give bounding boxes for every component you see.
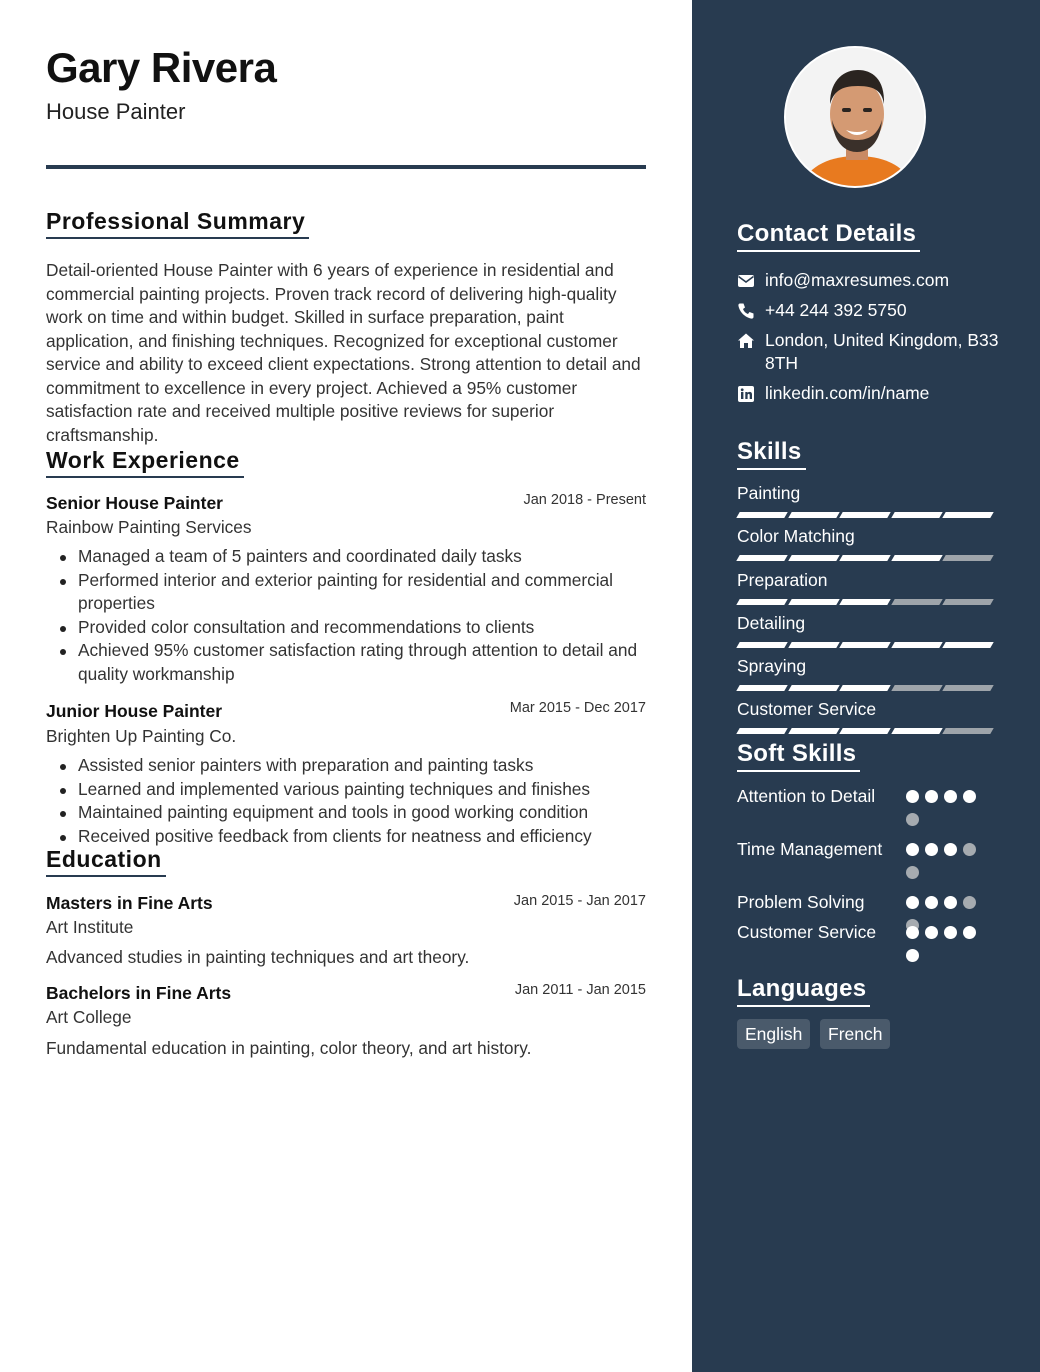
skill-level-segment [942, 642, 993, 648]
skill-level-segment [891, 685, 942, 691]
rating-dot [906, 896, 919, 909]
summary-heading: Professional Summary [46, 208, 309, 239]
job-bullet: Achieved 95% customer satisfaction rating through attention to detail and quality workmanship [46, 639, 648, 686]
job-bullet: Provided color consultation and recommendations to clients [46, 616, 648, 640]
skill-level-segment [839, 685, 890, 691]
language-tag: English [737, 1019, 810, 1049]
skill-level-segment [891, 599, 942, 605]
skill-level-bar [738, 599, 994, 605]
skill-level-segment [839, 728, 890, 734]
rating-dot [925, 896, 938, 909]
header-divider [46, 165, 646, 169]
skill-level-segment [942, 512, 993, 518]
envelope-icon [737, 272, 755, 290]
education-description: Advanced studies in painting techniques and art theory. [46, 947, 470, 967]
skill-level-segment [839, 599, 890, 605]
rating-dot [906, 813, 919, 826]
skill-level-segment [942, 728, 993, 734]
job-company: Brighten Up Painting Co. [46, 726, 237, 746]
job-bullet: Assisted senior painters with preparation and painting tasks [46, 754, 648, 778]
skill-label: Customer Service [737, 699, 877, 719]
job-title: Senior House Painter [46, 493, 223, 513]
rating-dot [906, 926, 919, 939]
language-tag: French [820, 1019, 890, 1049]
skill-label: Preparation [737, 570, 828, 590]
skill-level-segment [942, 599, 993, 605]
phone-text: +44 244 392 5750 [765, 300, 907, 320]
skill-level-bar [738, 728, 994, 734]
email-text: info@maxresumes.com [765, 270, 950, 290]
skill-level-segment [736, 642, 787, 648]
education-description: Fundamental education in painting, color theory, and art history. [46, 1038, 532, 1058]
rating-dot [925, 926, 938, 939]
job-bullet: Received positive feedback from clients for neatness and efficiency [46, 825, 648, 849]
skill-label: Painting [737, 483, 801, 503]
skill-level-bar [738, 642, 994, 648]
skill-level-segment [839, 512, 890, 518]
skill-label: Detailing [737, 613, 806, 633]
skill-level-segment [839, 642, 890, 648]
skill-level-bar [738, 555, 994, 561]
skill-level-segment [788, 555, 839, 561]
degree-title: Bachelors in Fine Arts [46, 983, 232, 1003]
degree-title: Masters in Fine Arts [46, 893, 213, 913]
skill-level-segment [891, 555, 942, 561]
rating-dot [944, 926, 957, 939]
job-bullet: Performed interior and exterior painting for residential and commercial properties [46, 569, 648, 616]
skill-level-bar [738, 512, 994, 518]
skill-label: Spraying [737, 656, 807, 676]
rating-dot [944, 843, 957, 856]
job-bullet: Maintained painting equipment and tools in good working condition [46, 801, 648, 825]
skill-level-segment [839, 555, 890, 561]
skill-level-segment [788, 512, 839, 518]
experience-heading: Work Experience [46, 447, 244, 478]
job-date: Jan 2018 - Present [523, 492, 646, 508]
skill-level-segment [942, 685, 993, 691]
skill-level-segment [736, 685, 787, 691]
linkedin-icon [737, 385, 755, 403]
education-date: Jan 2011 - Jan 2015 [514, 982, 646, 998]
rating-dot [906, 949, 919, 962]
skill-level-segment [891, 642, 942, 648]
soft-skills-heading: Soft Skills [737, 740, 860, 772]
contact-heading: Contact Details [737, 220, 920, 252]
skill-level-segment [788, 599, 839, 605]
job-bullet: Learned and implemented various painting techniques and finishes [46, 778, 648, 802]
candidate-name: Gary Rivera [46, 44, 277, 91]
linkedin-text: linkedin.com/in/name [765, 383, 930, 403]
skill-level-segment [736, 512, 787, 518]
soft-skill-label: Time Management [737, 839, 883, 859]
rating-dot [925, 790, 938, 803]
rating-dot [906, 843, 919, 856]
skills-heading: Skills [737, 438, 806, 470]
phone-icon [737, 302, 755, 320]
rating-dot [906, 790, 919, 803]
job-company: Rainbow Painting Services [46, 517, 252, 537]
skill-level-segment [891, 512, 942, 518]
resume-sidebar [692, 0, 1040, 1372]
contact-address [737, 329, 1017, 375]
skill-level-segment [736, 599, 787, 605]
address-text: London, United Kingdom, B33 8TH [765, 330, 999, 373]
skill-level-bar [738, 685, 994, 691]
school-name: Art Institute [46, 917, 134, 937]
soft-skill-label: Customer Service [737, 922, 877, 942]
candidate-title: House Painter [46, 99, 186, 124]
rating-dot [963, 843, 976, 856]
skill-level-segment [891, 728, 942, 734]
education-heading: Education [46, 846, 166, 877]
rating-dot [963, 790, 976, 803]
rating-dot [963, 926, 976, 939]
rating-dot [944, 790, 957, 803]
summary-text: Detail-oriented House Painter with 6 years of experience in residential and commercial painting projects. Proven track record of delivering high-quality work on time and within budget. Skilled in surface preparation, paint application, and finishing techniques. Recognized for exceptional customer service and ability to exceed client expectations. Strong attention to detail and commitment to excellence in every project. Achieved a 95% customer satisfaction rate and received multiple positive reviews for superior craftsmanship. [46, 260, 641, 445]
soft-skill-label: Attention to Detail [737, 786, 876, 806]
home-icon [737, 332, 755, 350]
contact-email[interactable] [737, 269, 1017, 292]
job-bullet: Managed a team of 5 painters and coordinated daily tasks [46, 545, 648, 569]
skill-level-segment [736, 728, 787, 734]
school-name: Art College [46, 1007, 132, 1027]
soft-skill-label: Problem Solving [737, 892, 865, 912]
rating-dot [963, 896, 976, 909]
rating-dot [925, 843, 938, 856]
skill-level-segment [788, 728, 839, 734]
education-date: Jan 2015 - Jan 2017 [513, 893, 646, 909]
rating-dot [906, 866, 919, 879]
languages-heading: Languages [737, 975, 870, 1007]
contact-phone[interactable] [737, 299, 1017, 322]
contact-linkedin[interactable] [737, 382, 1017, 405]
skill-level-segment [736, 555, 787, 561]
job-bullets [46, 545, 648, 686]
skill-label: Color Matching [737, 526, 855, 546]
rating-dot [944, 896, 957, 909]
job-title: Junior House Painter [46, 701, 223, 721]
skill-level-segment [788, 642, 839, 648]
profile-photo [784, 46, 926, 188]
skill-level-segment [942, 555, 993, 561]
job-date: Mar 2015 - Dec 2017 [509, 700, 646, 716]
job-bullets [46, 754, 648, 848]
skill-level-segment [788, 685, 839, 691]
